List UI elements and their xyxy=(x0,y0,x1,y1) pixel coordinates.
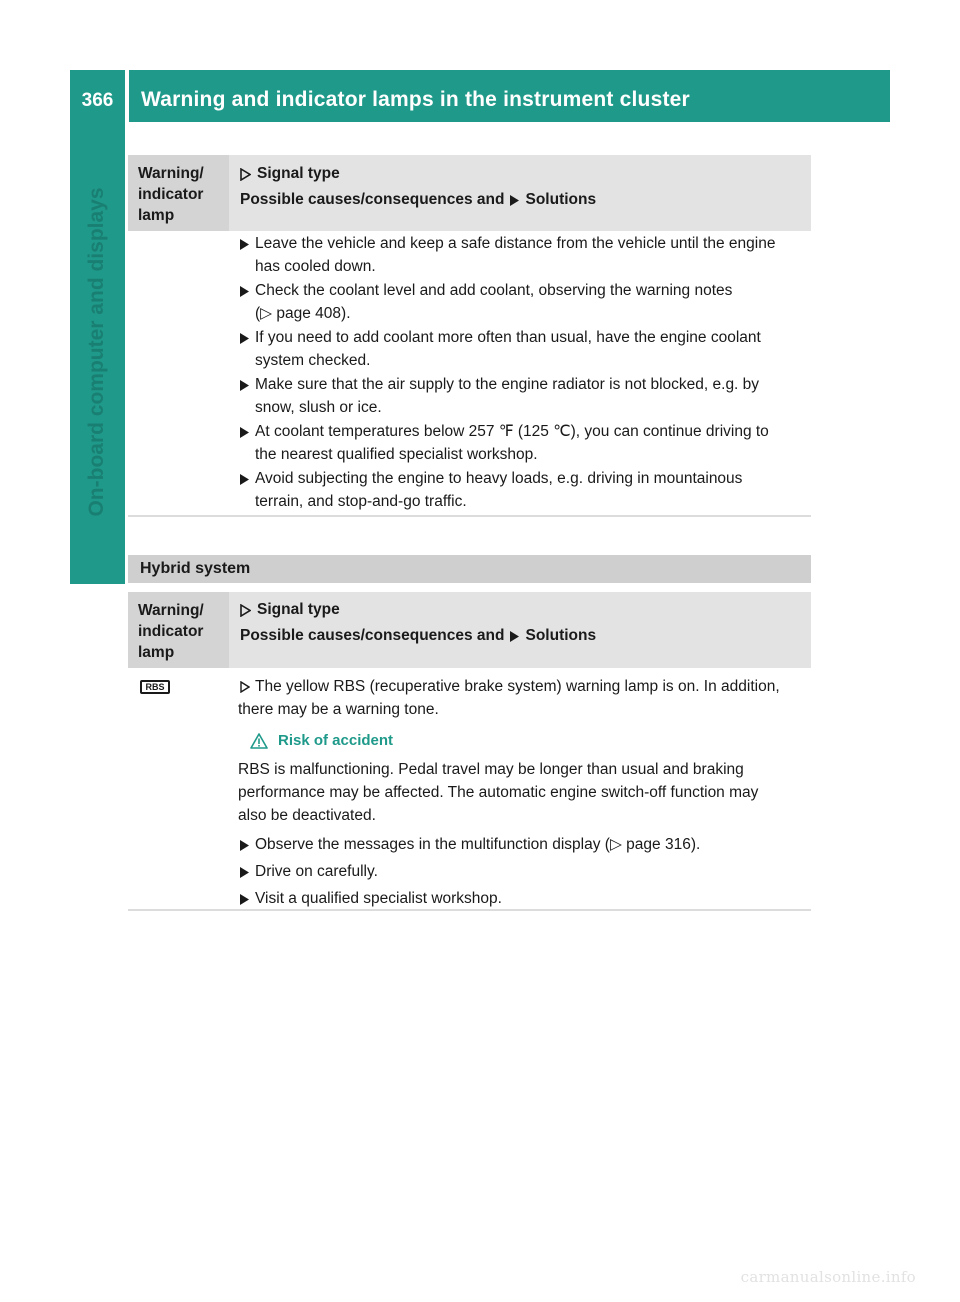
step-text: At coolant temperatures below 257 ℉ (125 ℃), you can continue driving to xyxy=(255,423,769,440)
step-text: system checked. xyxy=(255,352,371,369)
header-line: Warning/ xyxy=(138,165,204,182)
signal-text: The yellow RBS (recuperative brake system) warning lamp is on. In addition, xyxy=(255,678,780,695)
page-reference-link[interactable]: Observe the messages in the multifunction display (▷ page 316). xyxy=(255,836,701,853)
table1-bottom-rule xyxy=(128,515,811,517)
warning-text: performance may be affected. The automatic engine switch-off function may xyxy=(238,784,759,801)
step-arrow-icon xyxy=(240,380,249,391)
header-divider xyxy=(125,70,129,122)
step-text: terrain, and stop-and-go traffic. xyxy=(255,493,467,510)
signal-text: there may be a warning tone. xyxy=(238,701,439,718)
step-text: Leave the vehicle and keep a safe distance from the vehicle until the engine xyxy=(255,235,776,252)
table2-lamp-header xyxy=(128,592,229,668)
step-text: Visit a qualified specialist workshop. xyxy=(255,890,502,907)
header-line: lamp xyxy=(138,207,175,224)
header-line: indicator xyxy=(138,186,204,203)
step-text: Drive on carefully. xyxy=(255,863,378,880)
header-line: indicator xyxy=(138,623,204,640)
causes-label: Possible causes/consequences and xyxy=(240,191,505,208)
warning-text: RBS is malfunctioning. Pedal travel may be longer than usual and braking xyxy=(238,761,744,778)
header-line: lamp xyxy=(138,644,175,661)
warning-title: Risk of accident xyxy=(278,732,394,749)
signal-type-label: Signal type xyxy=(257,165,340,182)
list-item xyxy=(238,887,810,910)
page-number: 366 xyxy=(81,90,114,111)
chapter-label: On-board computer and displays xyxy=(85,187,108,517)
list-item xyxy=(238,232,810,278)
step-arrow-icon xyxy=(240,427,249,438)
solutions-arrow-icon xyxy=(509,194,520,207)
table1-content xyxy=(238,232,810,514)
step-arrow-icon xyxy=(240,867,249,878)
header-line: Warning/ xyxy=(138,602,204,619)
step-text: Avoid subjecting the engine to heavy loads, e.g. driving in mountainous xyxy=(255,470,743,487)
list-item xyxy=(238,833,810,856)
solutions-label: Solutions xyxy=(525,191,597,208)
step-arrow-icon xyxy=(240,239,249,250)
table2-bottom-rule xyxy=(128,909,811,911)
page-reference-link[interactable]: (▷ page 408). xyxy=(255,305,351,322)
table1-lamp-header xyxy=(128,155,229,231)
list-item xyxy=(238,467,810,513)
step-arrow-icon xyxy=(240,474,249,485)
signal-type-icon xyxy=(240,168,251,181)
causes-label: Possible causes/consequences and xyxy=(240,627,505,644)
step-text: the nearest qualified specialist workshop. xyxy=(255,446,538,463)
step-arrow-icon xyxy=(240,894,249,905)
signal-type-icon xyxy=(240,681,250,693)
list-item xyxy=(238,373,810,419)
step-text: snow, slush or ice. xyxy=(255,399,382,416)
list-item xyxy=(238,860,810,883)
step-text: Check the coolant level and add coolant, observing the warning notes xyxy=(255,282,733,299)
warning-triangle-icon xyxy=(250,733,268,749)
signal-description xyxy=(238,675,810,698)
section-title: Hybrid system xyxy=(140,560,251,577)
step-text: Make sure that the air supply to the engine radiator is not blocked, e.g. by xyxy=(255,376,760,393)
signal-type-icon xyxy=(240,604,251,617)
warning-body xyxy=(238,758,810,827)
signal-type-label: Signal type xyxy=(257,601,340,618)
warning-text: also be deactivated. xyxy=(238,807,376,824)
solutions-arrow-icon xyxy=(509,630,520,643)
step-text: If you need to add coolant more often than usual, have the engine coolant xyxy=(255,329,761,346)
list-item xyxy=(238,420,810,466)
step-text: has cooled down. xyxy=(255,258,376,275)
table2-signal-header xyxy=(240,597,596,649)
table2-content xyxy=(238,675,810,911)
watermark: carmanualsonline.info xyxy=(740,1268,916,1286)
step-arrow-icon xyxy=(240,840,249,851)
page-title: Warning and indicator lamps in the instrument cluster xyxy=(141,88,690,111)
warning-heading xyxy=(250,729,810,752)
table1-signal-header xyxy=(240,161,596,213)
step-arrow-icon xyxy=(240,286,249,297)
rbs-warning-lamp-icon: RBS xyxy=(140,680,170,694)
solutions-label: Solutions xyxy=(525,627,597,644)
list-item xyxy=(238,326,810,372)
step-arrow-icon xyxy=(240,333,249,344)
list-item xyxy=(238,279,810,325)
